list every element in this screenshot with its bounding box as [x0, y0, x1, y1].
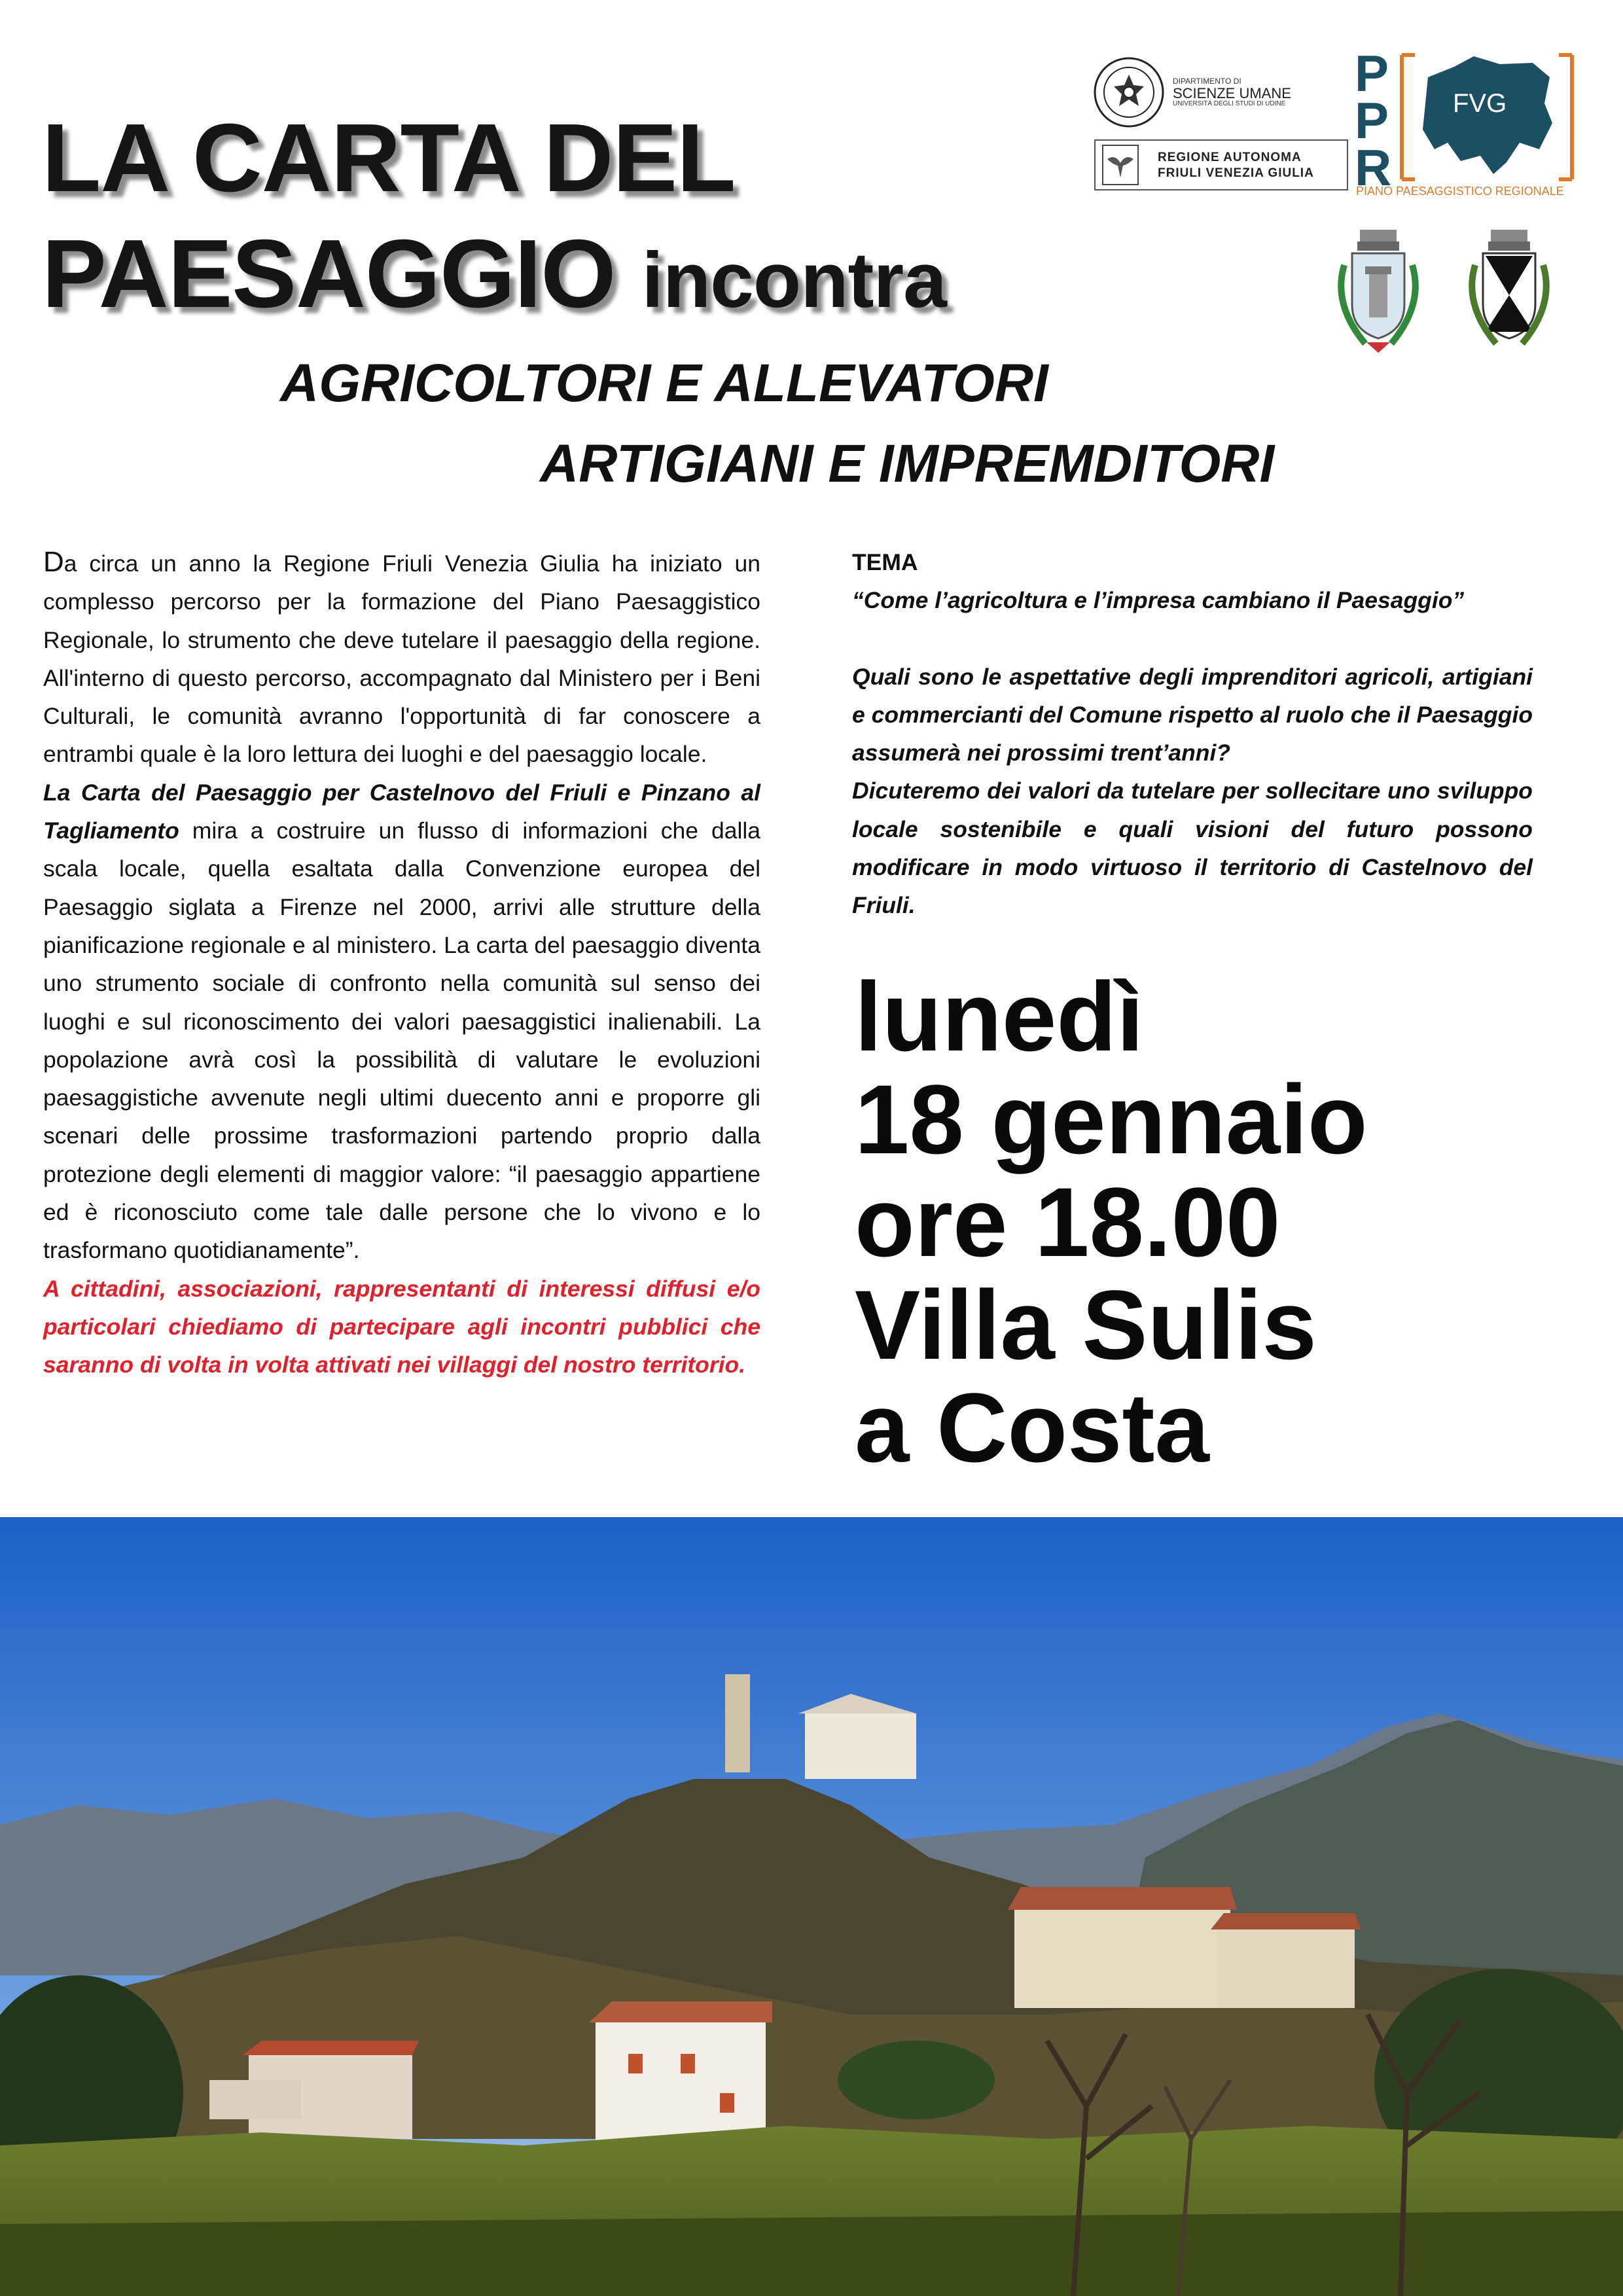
event-info	[855, 961, 1368, 1482]
tema-discussion: Dicuteremo dei valori da tutelare per sollecitare uno sviluppo locale sostenibile e quali visioni del futuro possono modificare in modo virtuoso il territorio di Castelnovo del Friuli.	[852, 778, 1533, 919]
drop-cap: D	[43, 546, 64, 578]
intro-text	[43, 543, 760, 1384]
intro-paragraph-1-text: a circa un anno la Regione Friuli Venezia Giulia ha iniziato un complesso percorso per la formazione del Piano Paesaggistico Regionale, lo strumento che deve tutelare il paesaggio della regione. All'interno di questo percorso, accompagnato dal Ministero per i Beni Culturali, le comunità avranno l'opportunità di far conoscere a entrambi quale è la loro lettura dei luoghi e del paesaggio locale.	[43, 550, 760, 768]
eagle-icon	[1102, 145, 1139, 185]
title-line-1: LA CARTA DEL	[42, 104, 736, 212]
event-place: a Costa	[855, 1372, 1209, 1482]
event-day: lunedì	[855, 961, 1144, 1071]
intro-paragraph-2	[43, 774, 760, 1270]
university-logo	[1093, 56, 1315, 128]
landscape-illustration	[0, 1517, 1623, 2296]
ppr-logo	[1355, 45, 1577, 199]
event-time: ore 18.00	[855, 1167, 1281, 1277]
landscape-photo	[0, 1517, 1623, 2296]
dept-line-3: UNIVERSITÀ DEGLI STUDI DI UDINE	[1173, 99, 1286, 107]
title-word-incontra: incontra	[641, 236, 946, 324]
intro-paragraph-1	[43, 543, 760, 774]
event-venue: Villa Sulis	[855, 1270, 1317, 1380]
subtitle-line-2: ARTIGIANI E IMPREMDITORI	[540, 434, 1275, 493]
tema-question: Quali sono le aspettative degli imprenditori agricoli, artigiani e commercianti del Comune rispetto al ruolo che il Paesaggio assumerà nei prossimi trent’anni?	[852, 663, 1533, 766]
intro-paragraph-2-text: mira a costruire un flusso di informazioni che dalla scala locale, quella esaltata dalla Convenzione europea del Paesaggio siglata a Firenze nel 2000, arrivi alle strutture della pianificazione regionale e al ministero. La carta del paesaggio diventa uno strumento sociale di confronto nella comunità sul senso dei luoghi e sul riconoscimento dei valori paesaggistici inalienabili. La popolazione avrà così la possibilità di valutare le evoluzioni paesaggistiche avvenute negli ultimi duecento anni e proporre gli scenari delle prossime trasformazioni partendo proprio dalla protezione degli elementi di maggior valore: “il paesaggio appartiene ed è riconosciuto come tale dalle persone che lo vivono e lo trasformano quotidianamente”.	[43, 817, 760, 1264]
dept-line-1: DIPARTIMENTO DI	[1173, 77, 1241, 86]
event-date: 18 gennaio	[855, 1064, 1368, 1174]
theme-text	[852, 543, 1533, 925]
ppr-caption: PIANO PAESAGGISTICO REGIONALE	[1356, 185, 1564, 198]
region-line-1: REGIONE AUTONOMA	[1158, 151, 1302, 164]
region-line-2: FRIULI VENEZIA GIULIA	[1158, 166, 1314, 180]
tema-label: TEMA	[852, 549, 918, 575]
ppr-letters: PPR	[1355, 45, 1392, 196]
university-seal-icon	[1093, 56, 1165, 128]
tema-quote: “Come l’agricoltura e l’impresa cambiano il Paesaggio”	[852, 587, 1465, 614]
dept-line-2: SCIENZE UMANE	[1173, 84, 1291, 101]
title-line-2	[42, 220, 946, 328]
region-logo	[1094, 139, 1348, 190]
call-to-action: A cittadini, associazioni, rappresentanti di interessi diffusi e/o particolari chiediamo di partecipare agli incontri pubblici che saranno di volta in volta attivati nei villaggi del nostro territorio.	[43, 1275, 760, 1378]
subtitle-line-1: AGRICOLTORI E ALLEVATORI	[280, 353, 1048, 413]
title-word-paesaggio: PAESAGGIO	[42, 220, 616, 328]
coat-of-arms-castelnovo-icon	[1326, 226, 1431, 357]
coat-of-arms-pinzano-icon	[1457, 226, 1561, 357]
carta-del-paesaggio-emphasis: La Carta del Paesaggio per Castelnovo del Friuli e Pinzano al Tagliamento	[43, 779, 760, 844]
fvg-label: FVG	[1453, 89, 1507, 118]
